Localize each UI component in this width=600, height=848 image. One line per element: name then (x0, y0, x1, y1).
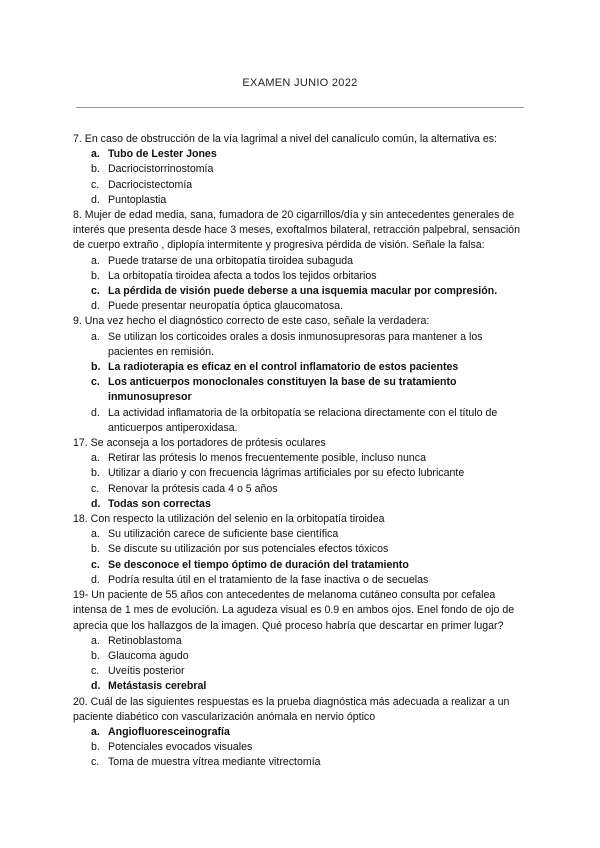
option-letter: a. (91, 452, 100, 465)
question-text: 8. Mujer de edad media, sana, fumadora de 20 cigarrillos/día y sin antecedentes generales de interés que presenta desde hace 3 meses, exoftalmos bilateral, retracción palpebral, sensación de cuerpo extraño , diplopía intermitente y progresiva pérdida de visión. Señale la falsa: (73, 209, 520, 252)
page-header: EXAMEN JUNIO 2022 (242, 77, 358, 89)
option-text: Uveítis posterior (108, 665, 185, 678)
option-item (91, 299, 525, 314)
option-text: La pérdida de visión puede deberse a una isquemia macular por compresión. (108, 285, 498, 298)
option-item (91, 649, 525, 664)
option-text: Glaucoma agudo (108, 649, 189, 662)
option-list (73, 254, 525, 315)
option-item (91, 755, 525, 770)
option-letter: a. (91, 148, 100, 161)
option-letter: d. (91, 680, 101, 693)
option-text: Se desconoce el tiempo óptimo de duración del tratamiento (108, 558, 409, 571)
option-item (91, 193, 525, 208)
option-text: Los anticuerpos monoclonales constituyen la base de su tratamiento inmunosupresor (108, 376, 457, 404)
option-text: Dacriocistorrinostomía (108, 163, 214, 176)
option-letter: d. (91, 406, 100, 419)
option-text: Renovar la prótesis cada 4 o 5 años (108, 482, 278, 495)
option-letter: a. (91, 528, 100, 541)
option-item (91, 573, 525, 588)
option-letter: b. (91, 741, 100, 754)
question-block (73, 588, 525, 694)
option-text: Tubo de Lester Jones (108, 148, 217, 161)
option-list (73, 634, 525, 695)
option-item (91, 269, 525, 284)
option-text: Su utilización carece de suficiente base científica (108, 528, 339, 541)
option-item (91, 634, 525, 649)
option-item (91, 330, 525, 360)
option-item (91, 162, 525, 177)
option-item (91, 664, 525, 679)
option-item (91, 406, 525, 436)
option-text: La actividad inflamatoria de la orbitopatía se relaciona directamente con el título de anticuerpos antiperoxidasa. (108, 406, 498, 434)
option-text: Retinoblastoma (108, 634, 182, 647)
option-item (91, 542, 525, 557)
option-letter: c. (91, 665, 100, 678)
option-letter: b. (91, 269, 100, 282)
option-letter: c. (91, 558, 100, 571)
question-text: 17. Se aconseja a los portadores de prótesis oculares (73, 437, 326, 450)
option-text: Dacriocistectomía (108, 178, 193, 191)
option-letter: d. (91, 497, 101, 510)
option-list (73, 330, 525, 436)
option-text: La radioterapia es eficaz en el control inflamatorio de estos pacientes (108, 361, 459, 374)
question-text: 19- Un paciente de 55 años con antecedentes de melanoma cutáneo consulta por cefalea intensa de 1 mes de evolución. La agudeza visual es 0.9 en ambos ojos. Enel fondo de ojo de aprecia que los hallazgos de la imagen. Qué proceso habría que descartar en primer lugar? (73, 589, 515, 632)
option-list (73, 527, 525, 588)
option-list (73, 147, 525, 208)
option-item (91, 254, 525, 269)
option-letter: c. (91, 285, 100, 298)
option-letter: a. (91, 634, 100, 647)
option-text: Puntoplastia (108, 193, 167, 206)
option-text: Retirar las prótesis lo menos frecuentemente posible, incluso nunca (108, 452, 426, 465)
option-letter: d. (91, 573, 100, 586)
question-block (73, 208, 525, 314)
option-item-correct (91, 360, 525, 375)
option-item-correct (91, 558, 525, 573)
option-text: La orbitopatía tiroidea afecta a todos los tejidos orbitarios (108, 269, 377, 282)
option-text: Angiofluoresceinografía (108, 725, 230, 738)
option-text: Puede tratarse de una orbitopatía tiroidea subaguda (108, 254, 354, 267)
question-text: 9. Una vez hecho el diagnóstico correcto de este caso, señale la verdadera: (73, 315, 430, 328)
option-letter: c. (91, 756, 100, 769)
option-letter: a. (91, 725, 100, 738)
option-text: Puede presentar neuropatía óptica glaucomatosa. (108, 300, 343, 313)
option-letter: c. (91, 178, 100, 191)
option-letter: b. (91, 649, 100, 662)
option-letter: b. (91, 543, 100, 556)
option-letter: b. (91, 467, 100, 480)
option-letter: d. (91, 300, 100, 313)
option-text: Potenciales evocados visuales (108, 741, 253, 754)
option-letter: a. (91, 330, 100, 343)
option-text: Se discute su utilización por sus potenciales efectos tóxicos (108, 543, 389, 556)
option-text: Podría resulta útil en el tratamiento de la fase inactiva o de secuelas (108, 573, 429, 586)
question-text: 20. Cuál de las siguientes respuestas es la prueba diagnóstica más adecuada a realizar a un paciente diabético con vascularización anómala en nervio óptico (73, 695, 510, 723)
option-letter: c. (91, 376, 100, 389)
question-block (73, 132, 525, 208)
option-item-correct (91, 497, 525, 512)
option-item-correct (91, 375, 525, 405)
option-letter: a. (91, 254, 100, 267)
option-letter: b. (91, 361, 101, 374)
header-divider (76, 107, 524, 108)
option-item (91, 451, 525, 466)
option-item-correct (91, 725, 525, 740)
option-item (91, 466, 525, 481)
question-block (73, 512, 525, 588)
option-letter: b. (91, 163, 100, 176)
option-item (91, 482, 525, 497)
question-text: 7. En caso de obstrucción de la vía lagrimal a nivel del canalículo común, la alternativa es: (73, 133, 497, 145)
option-text: Todas son correctas (108, 497, 211, 510)
option-text: Metástasis cerebral (108, 680, 207, 693)
option-list (73, 725, 525, 771)
option-text: Se utilizan los corticoides orales a dosis inmunosupresoras para mantener a los pacientes en remisión. (108, 330, 483, 358)
option-item-correct (91, 284, 525, 299)
option-text: Utilizar a diario y con frecuencia lágrimas artificiales por su efecto lubricante (108, 467, 465, 480)
option-item-correct (91, 679, 525, 694)
question-block (73, 695, 525, 771)
option-list (73, 451, 525, 512)
option-letter: c. (91, 482, 100, 495)
option-item (91, 740, 525, 755)
question-list (73, 132, 525, 771)
option-letter: d. (91, 193, 100, 206)
option-item-correct (91, 147, 525, 162)
option-item (91, 178, 525, 193)
option-text: Toma de muestra vítrea mediante vitrectomía (108, 756, 321, 769)
question-text: 18. Con respecto la utilización del selenio en la orbitopatía tiroidea (73, 513, 385, 526)
question-block (73, 436, 525, 512)
question-block (73, 314, 525, 436)
option-item (91, 527, 525, 542)
